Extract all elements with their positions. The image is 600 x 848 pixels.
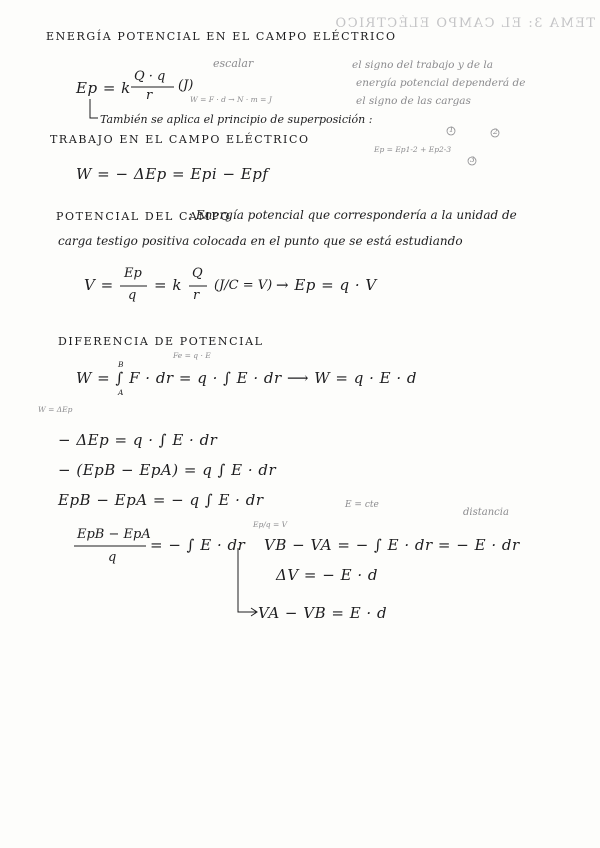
side-note-line-2: energía potencial dependerá de <box>356 77 526 89</box>
note-escalar: escalar <box>213 57 254 70</box>
limit-b-top: B <box>118 360 124 369</box>
diff-frac-den: q <box>108 550 117 565</box>
potencial-label: POTENCIAL DEL CAMPO <box>56 210 232 223</box>
superposition-formula: Ep = Ep1-2 + Ep2-3 <box>374 145 452 154</box>
diferencia-title: DIFERENCIA DE POTENCIAL <box>58 335 264 348</box>
potencial-frac2-num: Q <box>192 266 203 281</box>
trabajo-formula: W = − ΔEp = Epi − Epf <box>76 165 269 183</box>
delta-v-line: ΔV = − E · d <box>276 566 378 584</box>
potencial-eq-k: = k <box>154 276 182 294</box>
e-cte-note: E = cte <box>345 500 379 510</box>
diff-line-3: EpB − EpA = − q ∫ E · dr <box>58 491 264 509</box>
charge-circle-1 <box>447 127 455 135</box>
note-work-units: W = F · d → N · m = J <box>190 95 272 104</box>
side-note-line-3: el signo de las cargas <box>356 95 471 107</box>
diff-line-4-rest: = − ∫ E · dr <box>150 536 246 554</box>
diff-frac-num: EpB − EpA <box>77 527 151 542</box>
diff-line-2: − (EpB − EpA) = q ∫ E · dr <box>58 461 277 479</box>
w-delta-ep-note: W = ΔEp <box>38 405 73 414</box>
ep-numerator: Q · q <box>134 69 166 84</box>
potencial-definition-1: : Energía potencial que correspondería a la unidad de <box>188 208 517 222</box>
distancia-note: distancia <box>463 507 509 518</box>
diff-line-1: − ΔEp = q · ∫ E · dr <box>58 431 218 449</box>
charge-circle-2 <box>491 129 499 137</box>
side-note-line-1: el signo del trabajo y de la <box>352 59 493 71</box>
ep-over-q-note: Ep/q = V <box>253 520 288 529</box>
potencial-frac2-den: r <box>193 288 200 303</box>
ep-denominator: r <box>146 88 153 103</box>
potencial-result: → Ep = q · V <box>276 276 377 294</box>
charge-label-2: 2 <box>493 127 498 136</box>
potencial-lhs: V = <box>84 276 114 294</box>
charge-label-1: 1 <box>449 125 454 134</box>
header-title: ENERGÍA POTENCIAL EN EL CAMPO ELÉCTRICO <box>46 30 397 43</box>
bleed-through-text: TEMA 3: EL CAMPO ELÉCTRICO <box>334 16 595 31</box>
charge-circle-3 <box>468 157 476 165</box>
potencial-frac-num: Ep <box>124 266 142 281</box>
superposition-note: También se aplica el principio de superposición : <box>100 113 373 126</box>
w-integral-line: W = ∫ F · dr = q · ∫ E · dr ⟶ W = q · E · d <box>76 369 418 387</box>
fe-note: Fe = q · E <box>173 351 211 360</box>
ep-lhs: Ep = k <box>76 79 131 97</box>
branch-bracket <box>238 548 256 612</box>
limit-a-bottom: A <box>118 388 124 397</box>
potencial-units: (J/C = V) <box>214 278 273 293</box>
charge-label-3: 3 <box>470 155 475 164</box>
potencial-definition-2: carga testigo positiva colocada en el punto que se está estudiando <box>58 234 463 248</box>
potencial-frac-den: q <box>128 288 137 303</box>
superposition-bracket <box>90 99 98 118</box>
ep-unit: (J) <box>178 78 194 93</box>
va-vb-line: VA − VB = E · d <box>258 604 388 622</box>
vb-va-line: VB − VA = − ∫ E · dr = − E · dr <box>264 536 520 554</box>
trabajo-title: TRABAJO EN EL CAMPO ELÉCTRICO <box>50 133 310 146</box>
